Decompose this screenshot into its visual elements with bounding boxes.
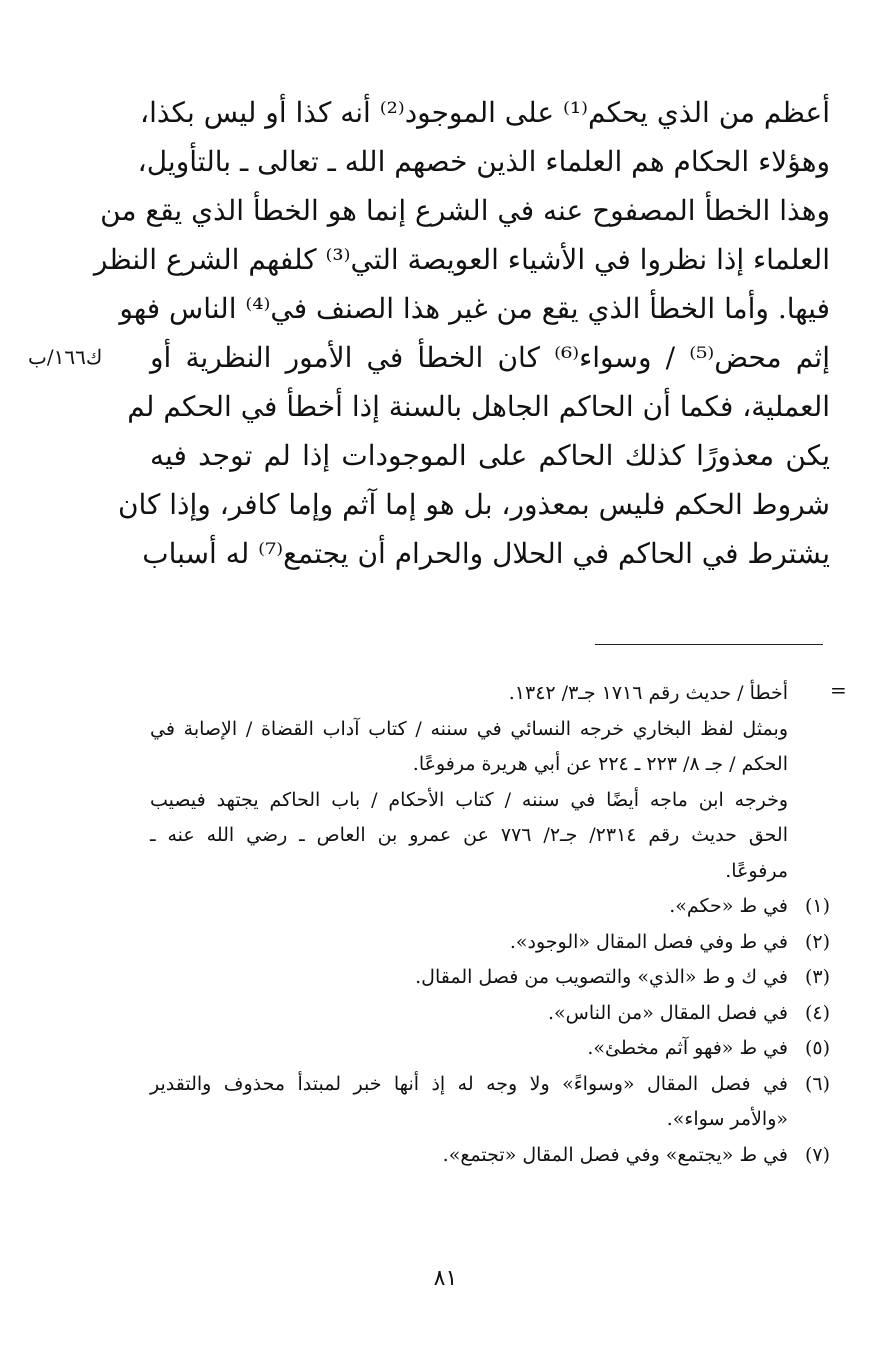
manuscript-folio-note: ك١٦٦/ب — [28, 345, 103, 369]
main-text-line: يشترط في الحاكم في الحلال والحرام أن يجتمع⁽⁷⁾ له أسباب — [142, 537, 830, 570]
footnote-item — [150, 925, 830, 961]
main-text-line: العلماء إذا نظروا في الأشياء العويصة التي⁽³⁾ كلفهم الشرع النظر — [93, 243, 830, 276]
footnote-line: مرفوعًا. — [725, 859, 788, 882]
footnote-text: في ط «حكم». — [669, 895, 788, 917]
footnote-item — [150, 996, 830, 1032]
main-text-line: وهذا الخطأ المصفوح عنه في الشرع إنما هو الخطأ الذي يقع من — [100, 194, 830, 227]
footnote-text: في ط وفي فصل المقال «الوجود». — [509, 930, 788, 953]
footnotes-section — [150, 676, 830, 1173]
footnote-number: (٣) — [804, 966, 830, 988]
main-text-line: العملية، فكما أن الحاكم الجاهل بالسنة إذا أخطأ في الحكم لم — [127, 390, 830, 423]
main-text-line: إثم محض⁽⁵⁾ / وسواء⁽⁶⁾ كان الخطأ في الأمور النظرية أو — [150, 341, 831, 374]
main-text-line: أعظم من الذي يحكم⁽¹⁾ على الموجود⁽²⁾ أنه كذا أو ليس بكذا، — [140, 96, 830, 129]
footnote-item — [150, 889, 830, 925]
footnote-line: الحق حديث رقم ٢٣١٤/ جـ٢/ ٧٧٦ عن عمرو بن العاص ـ رضي الله عنه ـ — [150, 824, 788, 846]
footnote-number: (٢) — [804, 930, 830, 953]
main-text-line: فيها. وأما الخطأ الذي يقع من غير هذا الصنف في⁽⁴⁾ الناس فهو — [119, 292, 830, 325]
footnote-continuation — [150, 676, 830, 889]
footnote-text: في ط «فهو آثم مخطئ». — [587, 1037, 788, 1059]
main-text-line: وهؤلاء الحكام هم العلماء الذين خصهم الله ـ تعالى ـ بالتأويل، — [137, 145, 830, 178]
footnote-line: الحكم / جـ ٨/ ٢٢٣ ـ ٢٢٤ عن أبي هريرة مرفوعًا. — [412, 753, 788, 775]
footnote-text: في فصل المقال «وسواءً» ولا وجه له إذ أنها خبر لمبتدأ محذوف والتقدير — [150, 1072, 788, 1095]
footnote-text: في ط «يجتمع» وفي فصل المقال «تجتمع». — [442, 1143, 788, 1166]
main-text-line: شروط الحكم فليس بمعذور، بل هو إما آثم وإما كافر، وإذا كان — [117, 488, 830, 521]
footnote-line: أخطأ / حديث رقم ١٧١٦ جـ٣/ ١٣٤٢. — [508, 682, 788, 704]
footnote-list — [150, 889, 830, 1173]
main-text-block — [93, 88, 831, 578]
footnote-number: (٥) — [804, 1037, 830, 1059]
footnote-number: (٦) — [804, 1072, 830, 1095]
footnote-line: وبمثل لفظ البخاري خرجه النسائي في سننه / كتاب آداب القضاة / الإصابة في — [150, 717, 788, 740]
footnote-continuation-mark: = — [830, 678, 847, 702]
footnote-line: وخرجه ابن ماجه أيضًا في سننه / كتاب الأحكام / باب الحاكم يجتهد فيصيب — [150, 788, 788, 811]
footnote-item — [150, 1067, 830, 1138]
footnote-separator — [595, 644, 823, 645]
footnote-number: (٧) — [804, 1143, 830, 1166]
footnote-text: في فصل المقال «من الناس». — [548, 1001, 788, 1024]
footnote-text: «والأمر سواء». — [666, 1108, 788, 1130]
main-text-line: يكن معذورًا كذلك الحاكم على الموجودات إذا لم توجد فيه — [150, 439, 830, 472]
footnote-number: (١) — [804, 895, 830, 917]
footnote-number: (٤) — [804, 1001, 830, 1024]
footnote-text: في ك و ط «الذي» والتصويب من فصل المقال. — [415, 966, 788, 988]
page-number: ٨١ — [433, 1266, 458, 1291]
footnote-item — [150, 960, 830, 996]
footnote-item — [150, 1138, 830, 1174]
footnote-item — [150, 1031, 830, 1067]
